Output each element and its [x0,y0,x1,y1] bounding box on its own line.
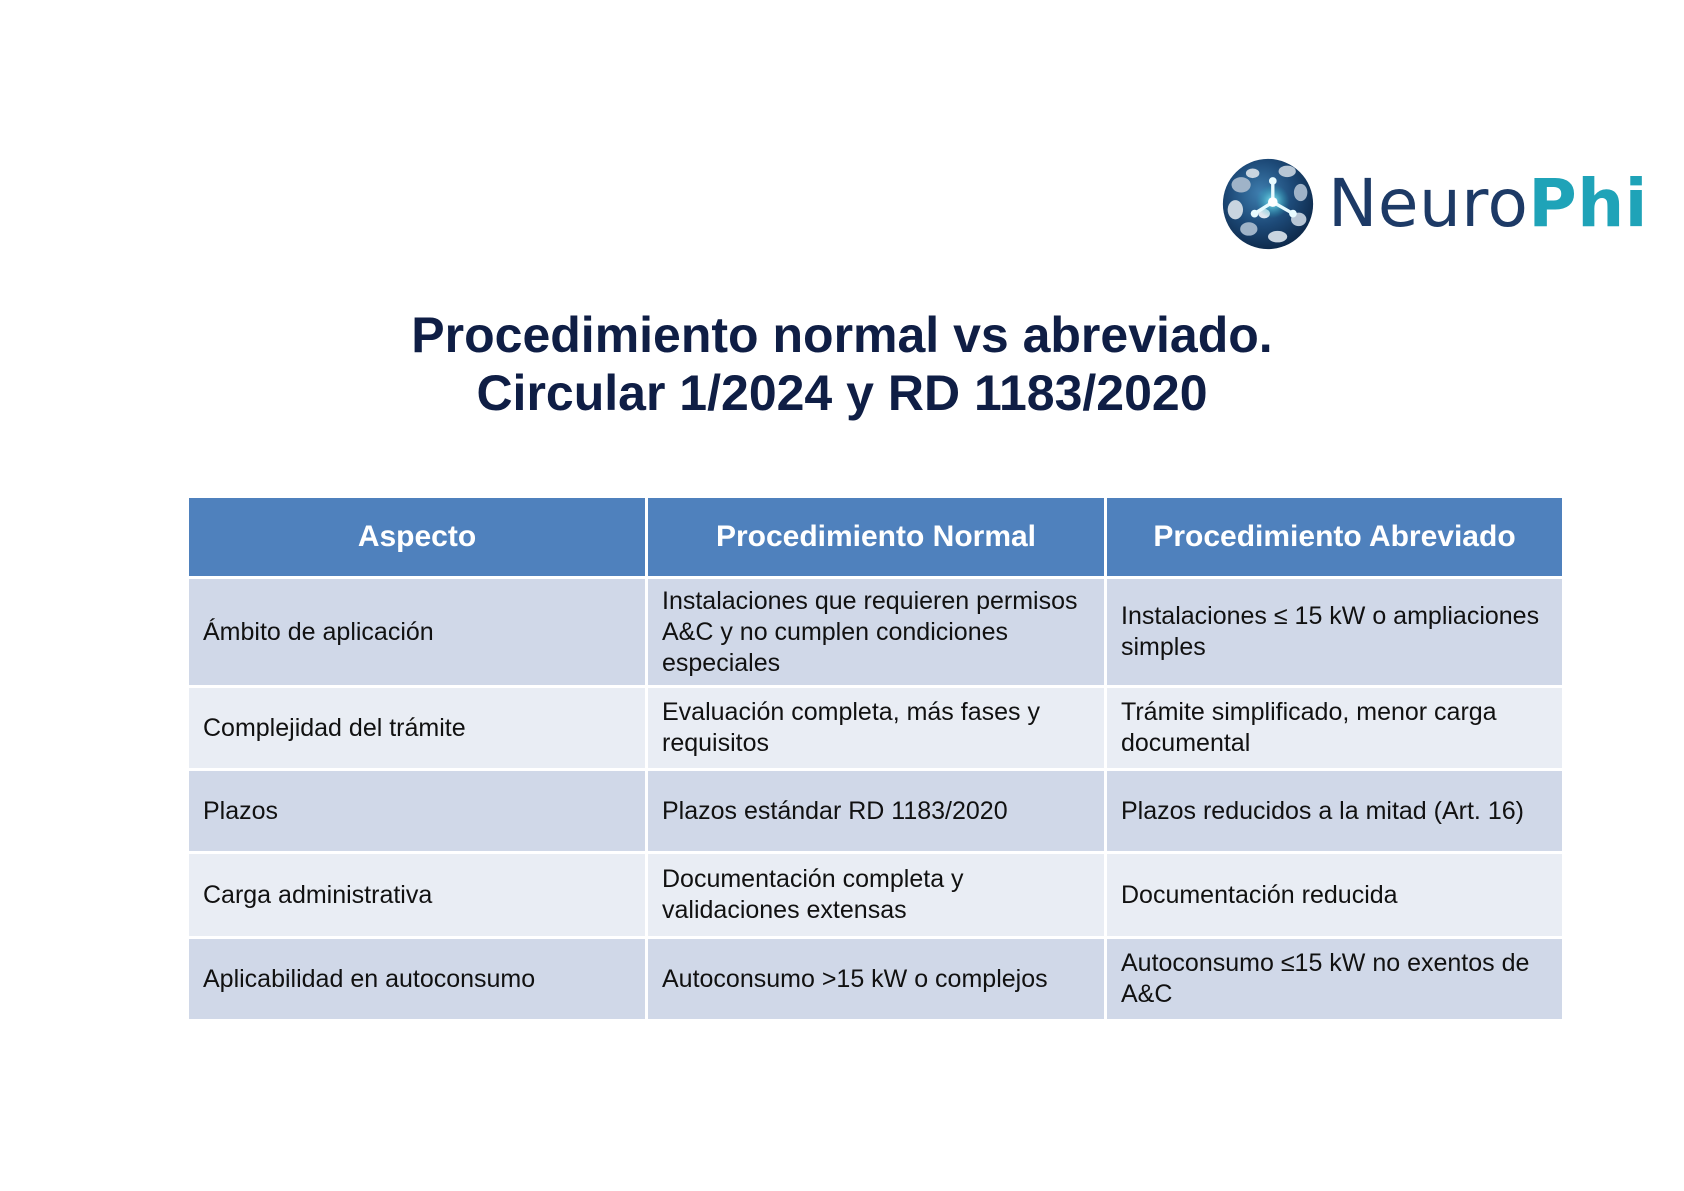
cell-aspecto: Plazos [188,770,647,853]
header-aspecto: Aspecto [188,497,647,578]
cell-normal: Plazos estándar RD 1183/2020 [647,770,1106,853]
logo-wordmark [1328,165,1648,242]
table-row [188,853,1564,938]
cell-normal: Autoconsumo >15 kW o complejos [647,938,1106,1021]
cell-aspecto: Aplicabilidad en autoconsumo [188,938,647,1021]
cell-abreviado: Instalaciones ≤ 15 kW o ampliaciones simples [1106,578,1564,687]
cell-normal: Evaluación completa, más fases y requisitos [647,687,1106,770]
cell-aspecto: Carga administrativa [188,853,647,938]
title-line-1: Procedimiento normal vs abreviado. [411,307,1273,363]
cell-aspecto: Complejidad del trámite [188,687,647,770]
table-row [188,938,1564,1021]
comparison-table [186,495,1565,1022]
table-row [188,770,1564,853]
table-header-row [188,497,1564,578]
logo-word-neuro: Neuro [1328,165,1529,242]
header-procedimiento-abreviado: Procedimiento Abreviado [1106,497,1564,578]
cell-normal: Documentación completa y validaciones extensas [647,853,1106,938]
cell-abreviado: Trámite simplificado, menor carga documental [1106,687,1564,770]
header-procedimiento-normal: Procedimiento Normal [647,497,1106,578]
logo-word-phi: Phi [1528,165,1648,242]
table-row [188,578,1564,687]
neurophi-globe-icon [1220,156,1316,252]
cell-abreviado: Autoconsumo ≤15 kW no exentos de A&C [1106,938,1564,1021]
cell-aspecto: Ámbito de aplicación [188,578,647,687]
page-title [0,306,1684,422]
cell-normal: Instalaciones que requieren permisos A&C y no cumplen condiciones especiales [647,578,1106,687]
cell-abreviado: Plazos reducidos a la mitad (Art. 16) [1106,770,1564,853]
title-line-2: Circular 1/2024 y RD 1183/2020 [476,365,1208,421]
neurophi-logo [1220,156,1648,252]
cell-abreviado: Documentación reducida [1106,853,1564,938]
table-row [188,687,1564,770]
